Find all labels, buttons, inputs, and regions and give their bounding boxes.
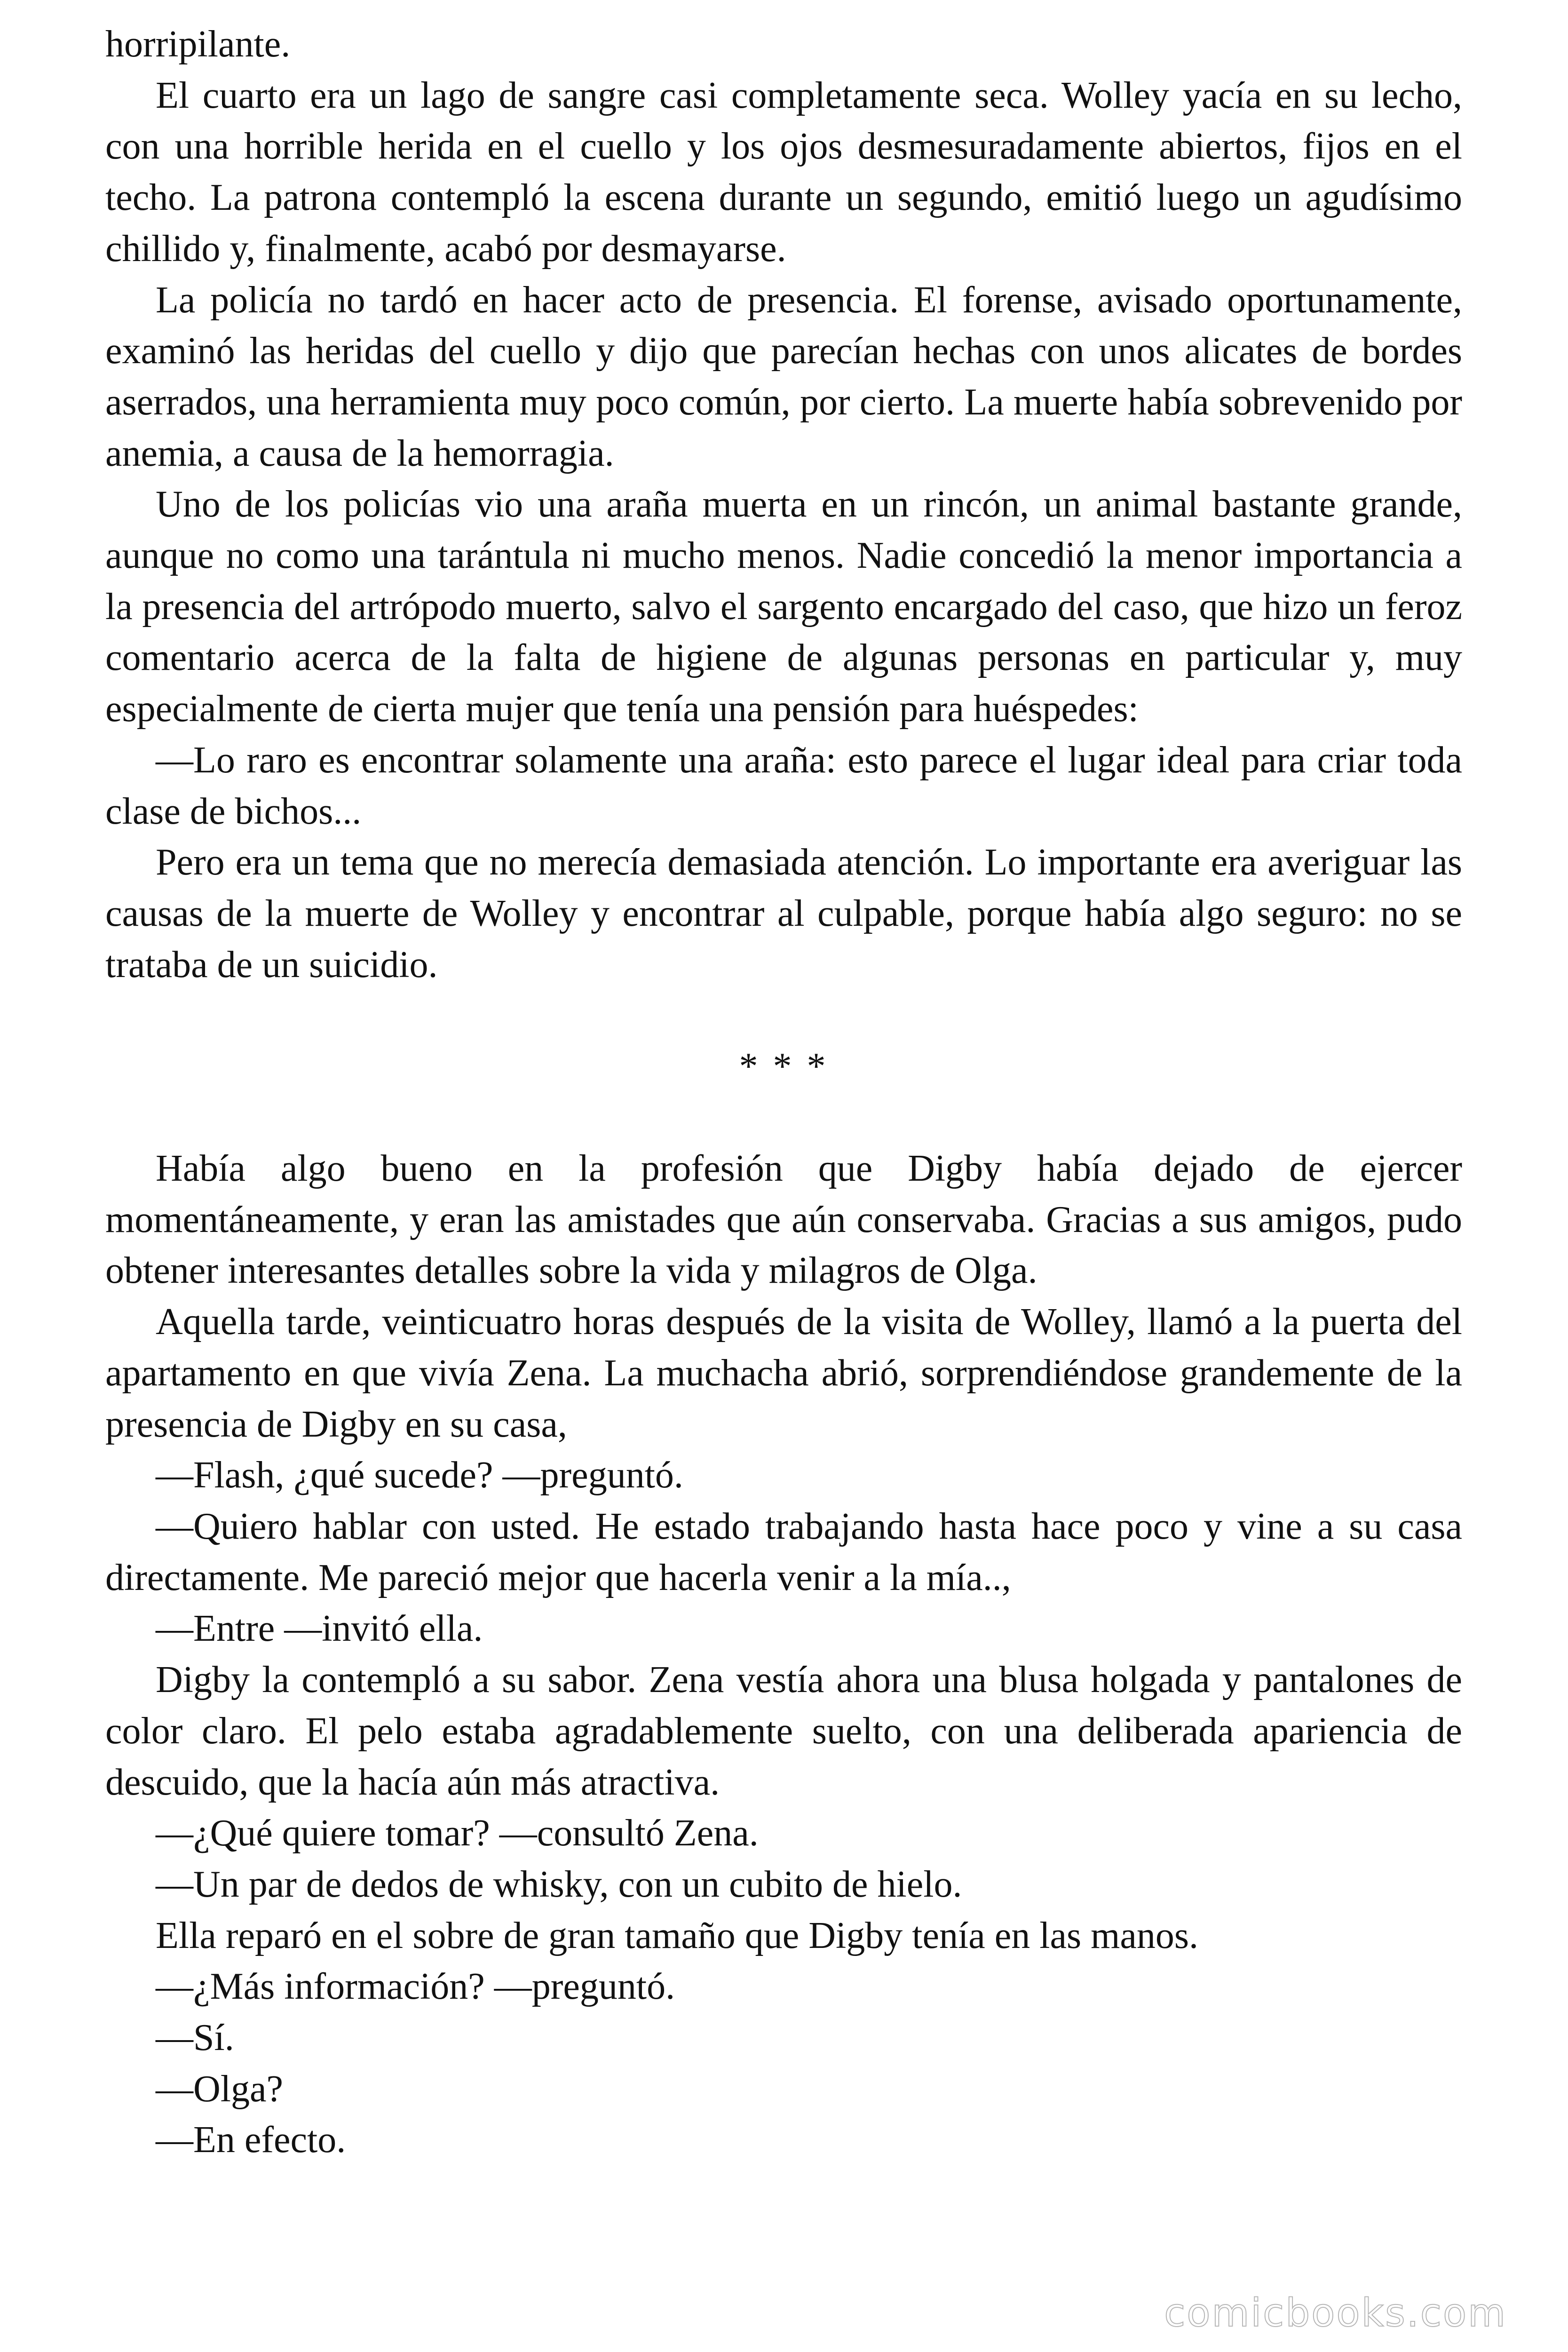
- scene-separator: * * *: [739, 1046, 829, 1088]
- paragraph: horripilante.: [105, 24, 291, 65]
- paragraph: Ella reparó en el sobre de gran tamaño que Digby tenía en las manos.: [156, 1915, 1198, 1956]
- paragraph: La policía no tardó en hacer acto de presencia. El forense, avisado oportunamente, examinó las heridas del cuello y dijo que parecían hechas con unos alicates de bordes aserrados, una herramienta muy poco común, por cierto. La muerte había sobrevenido por anemia, a causa de la hemorragia.: [105, 279, 1462, 474]
- paragraph: —¿Más información? —preguntó.: [156, 1966, 675, 2008]
- paragraph: —¿Qué quiere tomar? —consultó Zena.: [156, 1812, 759, 1854]
- paragraph: —Flash, ¿qué sucede? —preguntó.: [156, 1454, 683, 1496]
- paragraph: —Un par de dedos de whisky, con un cubito de hielo.: [156, 1863, 962, 1905]
- paragraph: —Entre —invitó ella.: [156, 1608, 483, 1650]
- paragraph: Había algo bueno en la profesión que Digby había dejado de ejercer momentáneamente, y eran las amistades que aún conservaba. Gracias a sus amigos, pudo obtener interesantes detalles sobre la vida y milagros de Olga.: [105, 1148, 1462, 1292]
- paragraph: —Sí.: [156, 2017, 234, 2059]
- paragraph: —Lo raro es encontrar solamente una araña: esto parece el lugar ideal para criar toda clase de bichos...: [105, 739, 1462, 832]
- paragraph: Digby la contempló a su sabor. Zena vestía ahora una blusa holgada y pantalones de color claro. El pelo estaba agradablemente suelto, con una deliberada apariencia de descuido, que la hacía aún más atractiva.: [105, 1659, 1462, 1803]
- paragraph: El cuarto era un lago de sangre casi completamente seca. Wolley yacía en su lecho, con una horrible herida en el cuello y los ojos desmesuradamente abiertos, fijos en el techo. La patrona contempló la escena durante un segundo, emitió luego un agudísimo chillido y, finalmente, acabó por desmayarse.: [105, 74, 1462, 270]
- paragraph: Uno de los policías vio una araña muerta en un rincón, un animal bastante grande, aunque no como una tarántula ni mucho menos. Nadie concedió la menor importancia a la presencia del artrópodo muerto, salvo el sargento encargado del caso, que hizo un feroz comentario acerca de la falta de higiene de algunas personas en particular y, muy especialmente de cierta mujer que tenía una pensión para huéspedes:: [105, 484, 1462, 730]
- paragraph: —Quiero hablar con usted. He estado trabajando hasta hace poco y vine a su casa directamente. Me pareció mejor que hacerla venir a la mía..,: [105, 1505, 1462, 1598]
- paragraph: Pero era un tema que no merecía demasiada atención. Lo importante era averiguar las causas de la muerte de Wolley y encontrar al culpable, porque había algo seguro: no se trataba de un suicidio.: [105, 842, 1462, 985]
- page-body: [105, 19, 1462, 2166]
- paragraph: Aquella tarde, veinticuatro horas después de la visita de Wolley, llamó a la puerta del apartamento en que vivía Zena. La muchacha abrió, sorprendiéndose grandemente de la presencia de Digby en su casa,: [105, 1301, 1462, 1445]
- paragraph: —En efecto.: [156, 2119, 346, 2161]
- paragraph: —Olga?: [156, 2068, 284, 2110]
- watermark: comicbooks.com: [1164, 2291, 1507, 2336]
